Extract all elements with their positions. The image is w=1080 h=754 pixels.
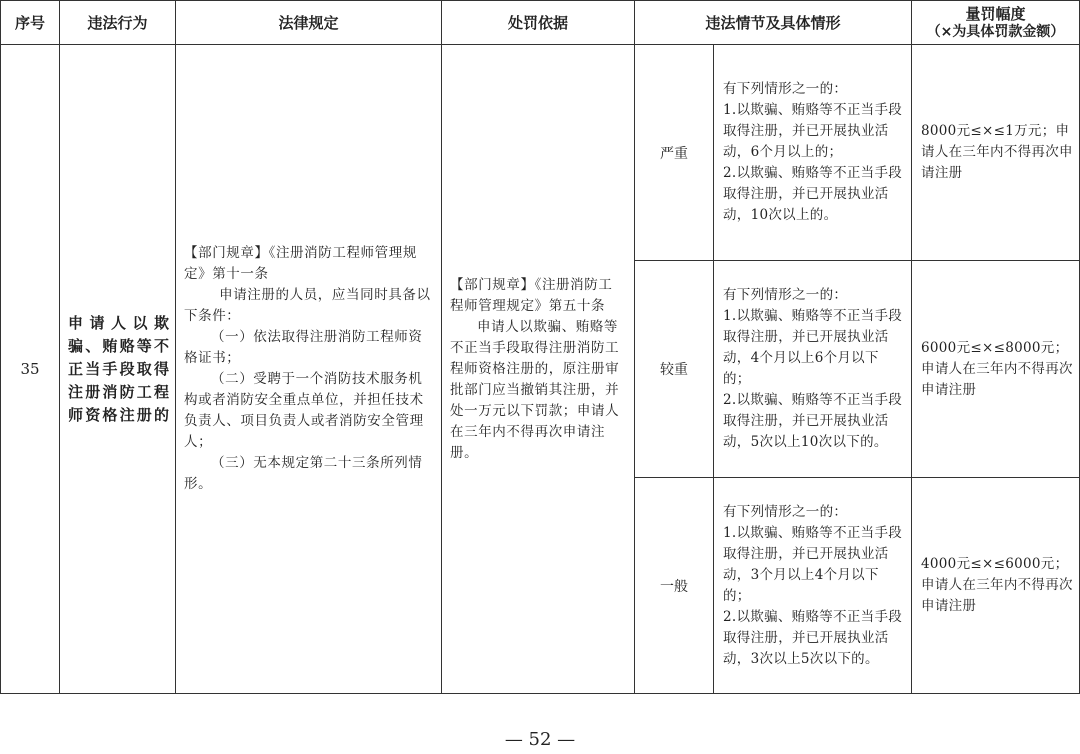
- situation-intro: 有下列情形之一的：: [723, 503, 848, 520]
- situation-item: 1.以欺骗、贿赂等不正当手段取得注册，并已开展执业活动，3个月以上4个月以下的；: [723, 524, 903, 604]
- situation-intro: 有下列情形之一的：: [723, 287, 848, 303]
- header-no: 序号: [1, 1, 60, 45]
- header-law: 法律规定: [176, 1, 442, 45]
- header-basis: 处罚依据: [442, 1, 635, 45]
- level-general: 一般: [635, 478, 714, 694]
- situation-severe: [714, 45, 912, 261]
- situation-general: [714, 478, 912, 694]
- law-paragraph: 申请注册的人员，应当同时具备以下条件：: [184, 287, 431, 324]
- table-row: [1, 45, 1080, 261]
- penalty-basis: [442, 45, 635, 694]
- basis-paragraph: 申请人以欺骗、贿赂等不正当手段取得注册消防工程师资格注册的，原注册审批部门应当撤销其注册，并处一万元以下罚款；申请人在三年内不得再次申请注册。: [450, 318, 620, 461]
- header-range-line2: （×为具体罚款金额）: [926, 23, 1065, 40]
- law-paragraph: 【部门规章】《注册消防工程师管理规定》第十一条: [184, 245, 417, 282]
- range-serious: 6000元≤×≤8000元；申请人在三年内不得再次申请注册: [912, 261, 1080, 478]
- page-number: — 52 —: [504, 729, 576, 750]
- situation-serious: [714, 261, 912, 478]
- level-severe: 严重: [635, 45, 714, 261]
- header-range-line1: 量罚幅度: [965, 4, 1026, 23]
- situation-item: 1.以欺骗、贿赂等不正当手段取得注册，并已开展执业活动，6个月以上的；: [723, 102, 903, 160]
- level-serious: 较重: [635, 261, 714, 478]
- basis-paragraph: 【部门规章】《注册消防工程师管理规定》第五十条: [450, 276, 613, 314]
- situation-intro: 有下列情形之一的：: [723, 81, 848, 97]
- header-row: [1, 1, 1080, 45]
- law-paragraph: （二）受聘于一个消防技术服务机构或者消防安全重点单位，并担任技术负责人、项目负责人或者消防安全管理人；: [184, 371, 424, 450]
- law-paragraph: （三）无本规定第二十三条所列情形。: [184, 455, 423, 492]
- situation-item: 2.以欺骗、贿赂等不正当手段取得注册，并已开展执业活动，10次以上的。: [723, 165, 903, 223]
- range-severe: 8000元≤×≤1万元；申请人在三年内不得再次申请注册: [912, 45, 1080, 261]
- situation-item: 2.以欺骗、贿赂等不正当手段取得注册，并已开展执业活动，5次以上10次以下的。: [723, 392, 903, 450]
- law-provision: [176, 45, 442, 694]
- row-number: 35: [1, 45, 60, 694]
- law-paragraph: （一）依法取得注册消防工程师资格证书；: [184, 329, 423, 366]
- situation-item: 1.以欺骗、贿赂等不正当手段取得注册，并已开展执业活动，4个月以上6个月以下的；: [723, 308, 903, 387]
- header-range: [912, 1, 1080, 45]
- violation-act: 申请人以欺骗、贿赂等不正当手段取得注册消防工程师资格注册的: [60, 45, 176, 694]
- situation-item: 2.以欺骗、贿赂等不正当手段取得注册，并已开展执业活动，3次以上5次以下的。: [723, 608, 903, 667]
- range-general: 4000元≤×≤6000元；申请人在三年内不得再次申请注册: [912, 478, 1080, 694]
- header-act: 违法行为: [60, 1, 176, 45]
- header-situation: 违法情节及具体情形: [635, 1, 912, 45]
